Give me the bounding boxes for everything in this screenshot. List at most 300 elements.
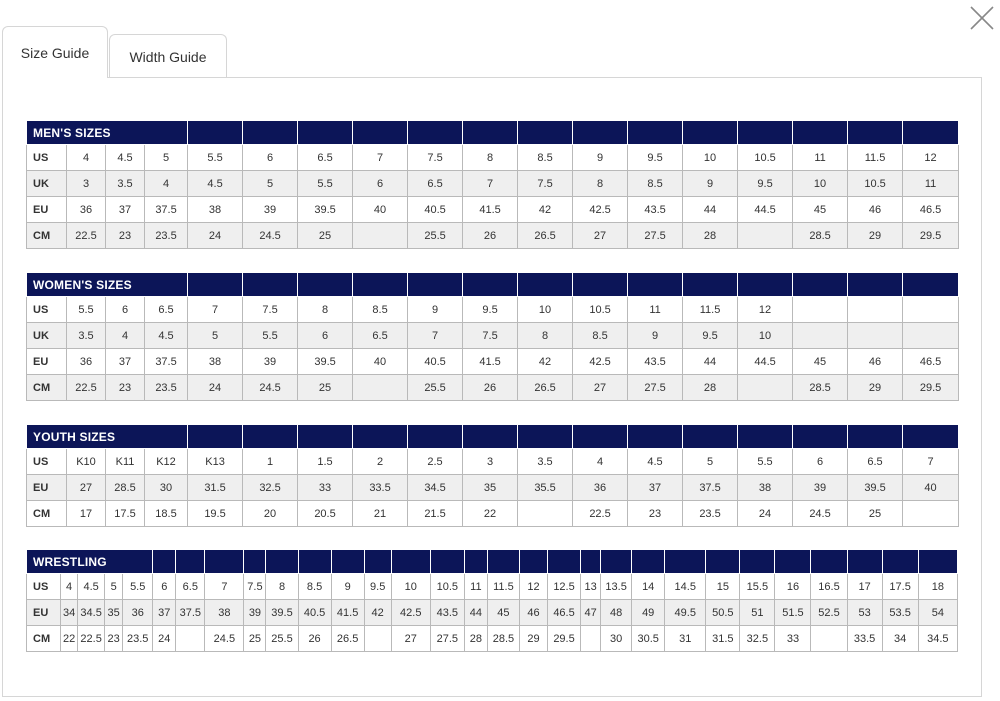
header-cell	[683, 273, 738, 297]
size-cell: 10.5	[848, 171, 903, 197]
header-cell	[464, 550, 487, 574]
size-cell: 6	[106, 297, 145, 323]
size-cell	[518, 501, 573, 527]
size-cell: 11.5	[683, 297, 738, 323]
size-cell: 46	[848, 349, 903, 375]
size-cell: 29	[848, 375, 903, 401]
size-cell: 15	[706, 574, 740, 600]
size-cell	[903, 323, 959, 349]
header-cell	[463, 425, 518, 449]
size-cell: 17	[847, 574, 882, 600]
header-cell	[706, 550, 740, 574]
size-cell: 11	[628, 297, 683, 323]
table-row	[27, 475, 959, 501]
size-cell: 14.5	[665, 574, 706, 600]
size-cell: 8	[298, 297, 353, 323]
size-cell: 34.5	[918, 626, 957, 652]
size-cell: 42.5	[573, 197, 628, 223]
size-cell: 6.5	[848, 449, 903, 475]
table-header-row	[27, 121, 959, 145]
header-cell	[243, 121, 298, 145]
size-cell: 6	[298, 323, 353, 349]
size-cell: 6.5	[408, 171, 463, 197]
size-cell: 9.5	[738, 171, 793, 197]
size-cell: 25.5	[266, 626, 298, 652]
table-title: MEN'S SIZES	[27, 121, 188, 145]
size-cell: 30	[601, 626, 632, 652]
size-cell: 7.5	[463, 323, 518, 349]
size-cell: 9	[683, 171, 738, 197]
size-cell: 44.5	[738, 197, 793, 223]
size-cell: 4	[145, 171, 188, 197]
size-cell: 18.5	[145, 501, 188, 527]
size-cell: 37.5	[683, 475, 738, 501]
size-cell: 52.5	[811, 600, 847, 626]
table-row	[27, 145, 959, 171]
header-cell	[573, 425, 628, 449]
size-cell: 48	[601, 600, 632, 626]
size-cell: 8	[463, 145, 518, 171]
table-title: WRESTLING	[27, 550, 153, 574]
size-cell: 43.5	[628, 349, 683, 375]
header-cell	[848, 425, 903, 449]
header-cell	[353, 273, 408, 297]
row-label: US	[27, 574, 61, 600]
row-label: CM	[27, 626, 61, 652]
size-cell: 28	[683, 375, 738, 401]
header-cell	[188, 121, 243, 145]
size-cell: 35	[463, 475, 518, 501]
size-cell: 25.5	[408, 223, 463, 249]
size-cell: K12	[145, 449, 188, 475]
header-cell	[244, 550, 266, 574]
size-cell: 4	[106, 323, 145, 349]
size-cell: 30.5	[632, 626, 665, 652]
size-cell	[353, 223, 408, 249]
header-cell	[903, 273, 959, 297]
size-cell: 28.5	[793, 223, 848, 249]
size-cell: 44	[464, 600, 487, 626]
tab-width-guide[interactable]: Width Guide	[109, 34, 227, 78]
size-cell: 38	[188, 197, 243, 223]
size-cell: 24	[188, 375, 243, 401]
size-cell: K11	[106, 449, 145, 475]
close-icon[interactable]	[968, 4, 996, 32]
size-cell: 6	[353, 171, 408, 197]
size-cell: 3	[67, 171, 106, 197]
size-cell: 11	[793, 145, 848, 171]
size-cell: 23	[105, 626, 123, 652]
size-cell: 25	[298, 223, 353, 249]
size-cell: 37.5	[145, 197, 188, 223]
size-cell: 45	[793, 349, 848, 375]
size-cell: 44	[683, 197, 738, 223]
size-cell: 25	[244, 626, 266, 652]
size-cell: 42.5	[573, 349, 628, 375]
size-cell: 32.5	[740, 626, 775, 652]
size-cell: 27.5	[628, 223, 683, 249]
size-cell: 10	[518, 297, 573, 323]
size-cell: 6	[153, 574, 176, 600]
size-cell: 22.5	[573, 501, 628, 527]
size-cell: 14	[632, 574, 665, 600]
size-cell: 33.5	[847, 626, 882, 652]
size-cell: 53	[847, 600, 882, 626]
header-cell	[266, 550, 298, 574]
size-cell: 27	[573, 375, 628, 401]
size-cell: 40	[903, 475, 959, 501]
size-cell: 1.5	[298, 449, 353, 475]
size-cell: 5	[243, 171, 298, 197]
size-cell: 34	[882, 626, 918, 652]
header-cell	[518, 425, 573, 449]
size-cell: 37.5	[145, 349, 188, 375]
size-cell: 5.5	[738, 449, 793, 475]
row-label: US	[27, 145, 67, 171]
size-cell: 46.5	[903, 349, 959, 375]
size-cell: 4	[573, 449, 628, 475]
header-cell	[518, 273, 573, 297]
size-cell: 7.5	[244, 574, 266, 600]
row-label: UK	[27, 323, 67, 349]
size-cell: 15.5	[740, 574, 775, 600]
size-cell: 9.5	[364, 574, 391, 600]
size-cell: 28.5	[793, 375, 848, 401]
size-cell: 24	[188, 223, 243, 249]
size-cell: 53.5	[882, 600, 918, 626]
row-label: EU	[27, 475, 67, 501]
row-label: EU	[27, 349, 67, 375]
size-cell: 9	[331, 574, 364, 600]
size-cell: 27	[67, 475, 106, 501]
size-cell: 22	[463, 501, 518, 527]
size-cell: 46.5	[548, 600, 581, 626]
header-cell	[518, 121, 573, 145]
header-cell	[683, 121, 738, 145]
size-cell: 9	[573, 145, 628, 171]
size-cell: 12.5	[548, 574, 581, 600]
size-cell: 31.5	[706, 626, 740, 652]
size-cell: 10	[391, 574, 430, 600]
size-cell: 9.5	[463, 297, 518, 323]
size-cell	[903, 501, 959, 527]
size-cell: 27	[573, 223, 628, 249]
size-cell: 1	[243, 449, 298, 475]
header-cell	[408, 121, 463, 145]
row-label: CM	[27, 375, 67, 401]
size-cell: 54	[918, 600, 957, 626]
row-label: CM	[27, 501, 67, 527]
size-cell: K10	[67, 449, 106, 475]
size-cell: 43.5	[430, 600, 464, 626]
header-cell	[519, 550, 547, 574]
header-cell	[487, 550, 519, 574]
header-cell	[205, 550, 244, 574]
size-cell: 42	[364, 600, 391, 626]
size-cell: 21	[353, 501, 408, 527]
size-cell: 18	[918, 574, 957, 600]
size-cell: 10	[738, 323, 793, 349]
size-cell: 36	[67, 349, 106, 375]
size-cell: 34.5	[78, 600, 105, 626]
size-cell: 4.5	[78, 574, 105, 600]
size-cell: 31	[665, 626, 706, 652]
size-cell: 22.5	[67, 223, 106, 249]
table-row	[27, 574, 958, 600]
size-cell: 12	[519, 574, 547, 600]
size-cell: 39.5	[298, 349, 353, 375]
size-cell: 44	[683, 349, 738, 375]
size-cell: 23	[106, 223, 145, 249]
table-row	[27, 197, 959, 223]
table-row	[27, 349, 959, 375]
size-cell: 29.5	[903, 223, 959, 249]
header-cell	[740, 550, 775, 574]
table-title: WOMEN'S SIZES	[27, 273, 188, 297]
size-cell: 31.5	[188, 475, 243, 501]
size-cell: 23.5	[145, 375, 188, 401]
header-cell	[683, 425, 738, 449]
size-cell: 4.5	[106, 145, 145, 171]
size-cell	[738, 223, 793, 249]
tab-size-guide[interactable]: Size Guide	[2, 26, 108, 78]
table-title: YOUTH SIZES	[27, 425, 188, 449]
size-cell: 24.5	[243, 375, 298, 401]
header-cell	[298, 550, 331, 574]
size-cell: 23	[628, 501, 683, 527]
header-cell	[918, 550, 957, 574]
header-cell	[848, 273, 903, 297]
size-cell: 26.5	[518, 223, 573, 249]
size-cell: 44.5	[738, 349, 793, 375]
size-cell: 36	[67, 197, 106, 223]
size-cell: 2.5	[408, 449, 463, 475]
header-cell	[847, 550, 882, 574]
size-cell: 46	[519, 600, 547, 626]
table-row	[27, 223, 959, 249]
size-cell: 4.5	[145, 323, 188, 349]
size-cell: 6.5	[176, 574, 205, 600]
wrestling-table	[26, 549, 958, 652]
header-cell	[632, 550, 665, 574]
header-cell	[738, 425, 793, 449]
size-cell	[793, 297, 848, 323]
size-cell: 39	[243, 349, 298, 375]
header-cell	[903, 425, 959, 449]
header-cell	[353, 425, 408, 449]
size-cell	[903, 297, 959, 323]
size-cell: 6.5	[298, 145, 353, 171]
size-cell	[364, 626, 391, 652]
size-cell: 9	[408, 297, 463, 323]
size-cell: 41.5	[463, 197, 518, 223]
size-cell: 23	[106, 375, 145, 401]
header-cell	[573, 273, 628, 297]
womens-sizes-table	[26, 272, 959, 401]
header-cell	[430, 550, 464, 574]
size-cell: 25	[298, 375, 353, 401]
header-cell	[298, 425, 353, 449]
size-cell: 26	[463, 223, 518, 249]
header-cell	[188, 425, 243, 449]
size-cell: 35	[105, 600, 123, 626]
size-cell: 41.5	[463, 349, 518, 375]
size-cell: 6	[793, 449, 848, 475]
size-cell: 42	[518, 349, 573, 375]
size-cell: 8	[573, 171, 628, 197]
size-cell: 23.5	[145, 223, 188, 249]
header-cell	[243, 425, 298, 449]
size-cell: 12	[903, 145, 959, 171]
size-cell: 4.5	[188, 171, 243, 197]
header-cell	[628, 121, 683, 145]
size-cell: 10.5	[738, 145, 793, 171]
header-cell	[298, 121, 353, 145]
row-label: US	[27, 449, 67, 475]
header-cell	[581, 550, 601, 574]
size-cell: 5.5	[298, 171, 353, 197]
size-cell: 8.5	[628, 171, 683, 197]
size-cell	[811, 626, 847, 652]
size-cell: 24.5	[793, 501, 848, 527]
header-cell	[391, 550, 430, 574]
size-cell: 5.5	[67, 297, 106, 323]
size-cell: 40	[353, 197, 408, 223]
header-cell	[628, 273, 683, 297]
size-cell: 51.5	[775, 600, 811, 626]
size-cell: 20.5	[298, 501, 353, 527]
size-cell: 10	[793, 171, 848, 197]
size-cell: 25.5	[408, 375, 463, 401]
size-cell: 3	[463, 449, 518, 475]
size-cell: 39	[243, 197, 298, 223]
size-cell: 28.5	[106, 475, 145, 501]
youth-sizes-table	[26, 424, 959, 527]
size-cell: 37	[106, 197, 145, 223]
size-cell: 22.5	[78, 626, 105, 652]
header-cell	[463, 121, 518, 145]
size-cell: 46	[848, 197, 903, 223]
size-cell: 26	[463, 375, 518, 401]
size-cell: 13.5	[601, 574, 632, 600]
size-cell: 39	[793, 475, 848, 501]
row-label: EU	[27, 197, 67, 223]
size-cell: 22.5	[67, 375, 106, 401]
size-cell: 37	[153, 600, 176, 626]
size-cell: 8	[266, 574, 298, 600]
header-cell	[738, 121, 793, 145]
header-cell	[548, 550, 581, 574]
header-cell	[573, 121, 628, 145]
size-cell: 40.5	[408, 197, 463, 223]
size-cell: 22	[61, 626, 78, 652]
size-cell: 4	[67, 145, 106, 171]
size-cell: 3.5	[518, 449, 573, 475]
size-cell	[176, 626, 205, 652]
size-cell: 7.5	[408, 145, 463, 171]
size-cell: K13	[188, 449, 243, 475]
header-cell	[811, 550, 847, 574]
size-cell: 9.5	[683, 323, 738, 349]
size-cell: 40.5	[408, 349, 463, 375]
size-cell: 43.5	[628, 197, 683, 223]
size-cell: 11	[464, 574, 487, 600]
size-cell: 28	[464, 626, 487, 652]
size-cell: 9	[628, 323, 683, 349]
size-cell: 5	[188, 323, 243, 349]
size-cell: 10.5	[573, 297, 628, 323]
size-cell: 45	[487, 600, 519, 626]
size-cell: 19.5	[188, 501, 243, 527]
size-cell: 8	[518, 323, 573, 349]
size-cell: 3.5	[106, 171, 145, 197]
size-cell: 8.5	[298, 574, 331, 600]
size-cell: 21.5	[408, 501, 463, 527]
size-cell: 38	[205, 600, 244, 626]
size-cell: 26.5	[518, 375, 573, 401]
size-cell: 45	[793, 197, 848, 223]
size-cell: 50.5	[706, 600, 740, 626]
size-cell: 26	[298, 626, 331, 652]
size-cell: 34	[61, 600, 78, 626]
size-cell: 40.5	[298, 600, 331, 626]
size-cell: 28.5	[487, 626, 519, 652]
table-row	[27, 297, 959, 323]
header-cell	[153, 550, 176, 574]
size-cell: 33.5	[353, 475, 408, 501]
size-cell: 25	[848, 501, 903, 527]
size-cell: 7	[353, 145, 408, 171]
table-header-row	[27, 425, 959, 449]
size-cell: 28	[683, 223, 738, 249]
header-cell	[793, 425, 848, 449]
header-cell	[331, 550, 364, 574]
size-cell: 24.5	[243, 223, 298, 249]
table-row	[27, 626, 958, 652]
size-cell: 10	[683, 145, 738, 171]
size-cell: 17.5	[882, 574, 918, 600]
size-cell: 17	[67, 501, 106, 527]
size-cell: 47	[581, 600, 601, 626]
row-label: UK	[27, 171, 67, 197]
size-cell: 51	[740, 600, 775, 626]
size-cell: 30	[145, 475, 188, 501]
header-cell	[176, 550, 205, 574]
size-cell: 33	[298, 475, 353, 501]
table-header-row	[27, 550, 958, 574]
size-cell: 6.5	[145, 297, 188, 323]
size-cell: 16.5	[811, 574, 847, 600]
size-cell: 36	[123, 600, 153, 626]
header-cell	[775, 550, 811, 574]
size-cell: 27.5	[628, 375, 683, 401]
size-cell: 33	[775, 626, 811, 652]
size-cell: 11.5	[487, 574, 519, 600]
size-cell: 24.5	[205, 626, 244, 652]
size-cell	[353, 375, 408, 401]
size-cell: 7	[188, 297, 243, 323]
size-cell: 4.5	[628, 449, 683, 475]
size-cell: 13	[581, 574, 601, 600]
size-cell: 7	[408, 323, 463, 349]
table-header-row	[27, 273, 959, 297]
size-cell: 42.5	[391, 600, 430, 626]
size-cell: 49	[632, 600, 665, 626]
row-label: EU	[27, 600, 61, 626]
table-row	[27, 501, 959, 527]
size-cell: 24	[738, 501, 793, 527]
size-cell: 29	[848, 223, 903, 249]
